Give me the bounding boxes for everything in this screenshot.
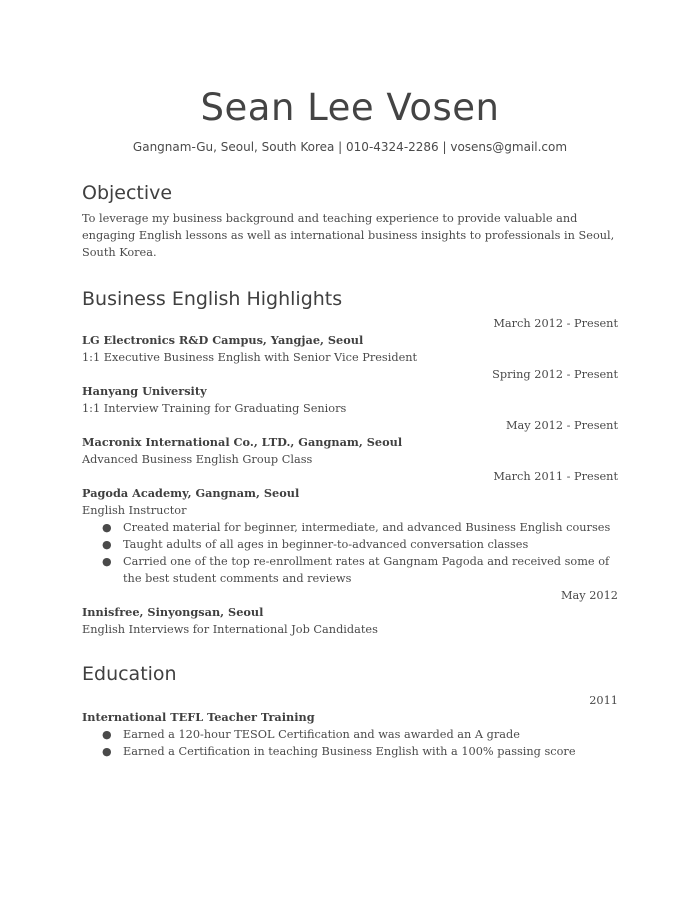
entry-organization: International TEFL Teacher Training (82, 710, 315, 724)
entry-date: May 2012 (560, 589, 618, 602)
bullet-text: Taught adults of all ages in beginner-to-advanced conversation classes (123, 538, 529, 551)
entry-role: Advanced Business English Group Class (82, 453, 313, 466)
education-list (82, 692, 618, 760)
highlight-entry (82, 315, 618, 366)
contact-line: Gangnam-Gu, Seoul, South Korea | 010-4324-2286 | vosens@gmail.com (132, 140, 568, 154)
bullet-item (82, 743, 618, 760)
entry-date: Spring 2012 - Present (492, 368, 618, 381)
bullet-dot-icon: ● (102, 521, 112, 534)
highlight-entry (82, 468, 618, 587)
bullet-item (82, 536, 618, 553)
entry-bullets (82, 726, 618, 760)
highlights-list (82, 315, 618, 638)
education-entry (82, 692, 618, 760)
entry-role: 1:1 Executive Business English with Senior Vice President (82, 351, 418, 364)
bullet-item (82, 553, 618, 587)
education-heading: Education (82, 663, 177, 685)
objective-text: To leverage my business background and teaching experience to provide valuable and engaging English lessons as well as international business insights to professionals in Seoul, South Korea. (82, 212, 615, 259)
bullet-dot-icon: ● (102, 728, 112, 741)
bullet-text: Created material for beginner, intermediate, and advanced Business English courses (123, 521, 611, 534)
bullet-item (82, 519, 618, 536)
bullet-text: Earned a Certification in teaching Business English with a 100% passing score (123, 745, 576, 758)
entry-organization: LG Electronics R&D Campus, Yangjae, Seoul (82, 333, 364, 347)
entry-organization: Innisfree, Sinyongsan, Seoul (82, 605, 264, 619)
bullet-dot-icon: ● (102, 745, 112, 758)
bullet-text: Carried one of the top re-enrollment rates at Gangnam Pagoda and received some of the best student comments and reviews (123, 555, 610, 585)
entry-bullets (82, 519, 618, 587)
entry-date: March 2011 - Present (493, 470, 618, 483)
entry-date: March 2012 - Present (493, 317, 618, 330)
objective-heading: Objective (82, 182, 173, 204)
applicant-name: Sean Lee Vosen (200, 86, 500, 129)
highlight-entry (82, 417, 618, 468)
entry-role: English Instructor (82, 504, 187, 517)
entry-date: 2011 (589, 694, 618, 707)
bullet-dot-icon: ● (102, 555, 112, 568)
entry-role: English Interviews for International Job Candidates (82, 623, 378, 636)
highlight-entry (82, 587, 618, 638)
bullet-item (82, 726, 618, 743)
bullet-dot-icon: ● (102, 538, 112, 551)
entry-organization: Hanyang University (82, 384, 207, 398)
highlight-entry (82, 366, 618, 417)
bullet-text: Earned a 120-hour TESOL Certification and was awarded an A grade (123, 728, 520, 741)
entry-role: 1:1 Interview Training for Graduating Seniors (82, 402, 347, 415)
entry-organization: Macronix International Co., LTD., Gangnam, Seoul (82, 435, 403, 449)
entry-date: May 2012 - Present (505, 419, 618, 432)
highlights-heading: Business English Highlights (82, 288, 343, 310)
entry-organization: Pagoda Academy, Gangnam, Seoul (82, 486, 300, 500)
